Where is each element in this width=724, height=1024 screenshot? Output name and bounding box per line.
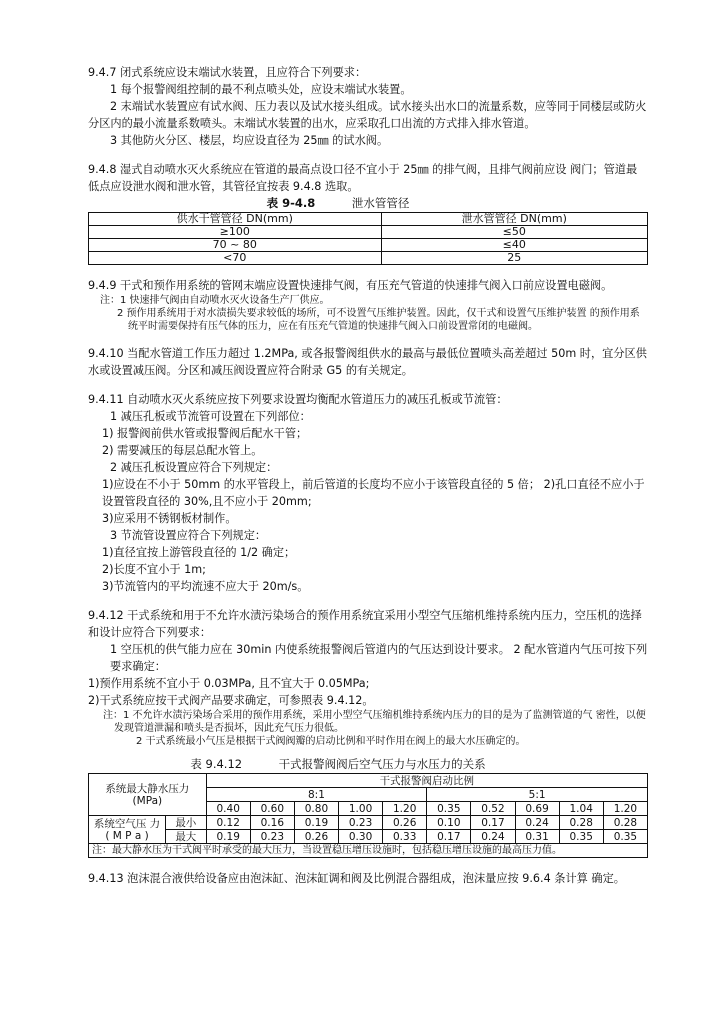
table-header-max-pressure: 系统最大静水压力 (MPa)	[89, 774, 207, 816]
table-header: 泄水管管径 DN(mm)	[381, 213, 647, 226]
table-cell: 0.19	[206, 830, 250, 844]
table-cell: 0.33	[383, 830, 427, 844]
section-9-4-11-line: 3 节流管设置应符合下列规定：	[110, 529, 267, 542]
table-cell: 0.23	[250, 830, 294, 844]
section-9-4-12-note-2: 2 干式系统最小气压是根据干式阀阀瓣的启动比例和平时作用在阀上的最大水压确定的。	[136, 736, 526, 747]
section-9-4-7-title: 9.4.7 闭式系统应设末端试水装置，且应符合下列要求：	[88, 66, 367, 79]
table-note: 注：最大静水压为干式阀平时承受的最大压力，当设置稳压增压设施时，包括稳压增压设施的最高压力值。	[89, 844, 648, 858]
table-cell: ≥100	[89, 226, 382, 239]
section-9-4-12-line-3: 2)干式系统应按干式阀产品要求确定，可参照表 9.4.12。	[88, 694, 374, 707]
table-cell: 0.17	[427, 830, 471, 844]
table-cell: 0.24	[471, 830, 515, 844]
table-cell: ≤40	[381, 239, 647, 252]
table-cell: 25	[381, 252, 647, 265]
document-page	[88, 64, 648, 887]
table-cell: 0.35	[603, 830, 647, 844]
section-9-4-7-item-2: 2 末端试水装置应有试水阀、压力表以及试水接头组成。试水接头出水口的流量系数，应等同于同楼层或防火分区内的最小流量系数喷头。末端试水装置的出水，应采取孔口出流的方式排入排水管道。	[88, 100, 647, 130]
table-cell: 1.00	[339, 802, 383, 816]
section-9-4-11-line: 2)长度不宜小于 1m;	[102, 563, 206, 576]
table-9-4-12-caption-title: 干式报警阀阀后空气压力与水压力的关系	[278, 757, 486, 771]
table-header-air-pressure: 系统空气压 力 ( M P a )	[89, 816, 166, 844]
section-9-4-7-item-3: 3 其他防火分区、楼层，均应设直径为 25㎜ 的试水阀。	[110, 134, 389, 147]
table-9-4-8-caption-title: 泄水管管径	[351, 196, 410, 210]
table-cell: 0.23	[339, 816, 383, 830]
table-header: 供水干管管径 DN(mm)	[89, 213, 382, 226]
table-cell: 70 ~ 80	[89, 239, 382, 252]
table-cell: 0.24	[515, 816, 559, 830]
section-9-4-13-text: 9.4.13 泡沫混合液供给设备应由泡沫缸、泡沫缸调和阀及比例混合器组成，泡沫量应按 9.6.4 条计算 确定。	[88, 872, 625, 885]
table-cell: <70	[89, 252, 382, 265]
table-cell: 0.26	[383, 816, 427, 830]
table-9-4-12-caption	[28, 756, 648, 773]
table-header-ratio-8-1: 8:1	[206, 788, 427, 802]
section-9-4-11-line: 1) 报警阀前供水管或报警阀后配水干管；	[102, 427, 308, 440]
section-9-4-11-line: 1 减压孔板或节流管可设置在下列部位：	[110, 410, 311, 423]
section-9-4-11-line: 2 减压孔板设置应符合下列规定：	[110, 461, 278, 474]
section-9-4-9-text: 9.4.9 干式和预作用系统的管网末端应设置快速排气阀，有压充气管道的快速排气阀入口前应设置电磁阀。	[88, 279, 613, 292]
table-cell: 0.52	[471, 802, 515, 816]
table-header-ratio: 干式报警阀启动比例	[206, 774, 647, 788]
table-cell: 0.28	[603, 816, 647, 830]
table-9-4-8	[88, 212, 648, 265]
table-header-min: 最小	[166, 816, 207, 830]
table-cell: 1.20	[603, 802, 647, 816]
table-cell: 0.28	[559, 816, 603, 830]
table-cell: 1.20	[383, 802, 427, 816]
section-9-4-9-note-2: 2 预作用系统用于对水渍损失要求较低的场所，可不设置气压维护装置。因此，仅干式和设置气压维护装置 的预作用系统平时需要保持有压气体的压力，应在有压充气管道的快速排气阀入口前设置常闭的电磁阀。	[117, 308, 640, 332]
section-9-4-11-title: 9.4.11 自动喷水灭火系统应按下列要求设置均衡配水管道压力的减压孔板或节流管：	[88, 393, 508, 406]
section-9-4-11-line: 2) 需要减压的每层总配水管上。	[102, 444, 263, 457]
section-9-4-11-line: 3)应采用不锈钢板材制作。	[102, 512, 237, 525]
table-cell: 0.60	[250, 802, 294, 816]
table-cell: 0.40	[206, 802, 250, 816]
section-9-4-7-item-1: 1 每个报警阀组控制的最不利点喷头处，应设末端试水装置。	[110, 83, 412, 96]
table-header-max: 最大	[166, 830, 207, 844]
table-cell: 0.26	[294, 830, 338, 844]
table-cell: 0.12	[206, 816, 250, 830]
table-cell: 0.69	[515, 802, 559, 816]
section-9-4-12-line-2: 1)预作用系统不宜小于 0.03MPa, 且不宜大于 0.05MPa;	[88, 677, 370, 690]
table-cell: 0.19	[294, 816, 338, 830]
table-cell: ≤50	[381, 226, 647, 239]
section-9-4-12-title: 9.4.12 干式系统和用于不允许水渍污染场合的预作用系统宜采用小型空气压缩机维持系统内压力，空压机的选择和设计应符合下列要求：	[88, 609, 642, 639]
table-cell: 0.80	[294, 802, 338, 816]
table-header-ratio-5-1: 5:1	[427, 788, 648, 802]
table-cell: 0.30	[339, 830, 383, 844]
table-cell: 0.16	[250, 816, 294, 830]
table-9-4-12-caption-number: 表 9.4.12	[190, 757, 243, 771]
section-9-4-11-line: 3)节流管内的平均流速不应大于 20m/s。	[102, 580, 309, 593]
section-9-4-11-line: 1)直径宜按上游管段直径的 1/2 确定；	[102, 546, 296, 559]
section-9-4-12-line-1: 1 空压机的供气能力应在 30min 内使系统报警阀后管道内的气压达到设计要求。 2 配水管道内气压可按下列要求确定：	[110, 643, 648, 673]
section-9-4-12-note-1: 注：1 不允许水渍污染场合采用的预作用系统，采用小型空气压缩机维持系统内压力的目的是为了监测管道的气 密性，以便发现管道泄漏和喷头是否损坏，因此充气压力很低。	[103, 710, 646, 734]
table-cell: 0.10	[427, 816, 471, 830]
table-9-4-8-caption	[28, 195, 648, 212]
table-cell: 0.17	[471, 816, 515, 830]
table-cell: 0.35	[427, 802, 471, 816]
table-cell: 0.35	[559, 830, 603, 844]
section-9-4-11-line: 1)应设在不小于 50mm 的水平管段上，前后管道的长度均不应小于该管段直径的 5 倍； 2)孔口直径不应小于设置管段直径的 30%,且不应小于 20mm;	[102, 478, 645, 508]
section-9-4-10-text: 9.4.10 当配水管道工作压力超过 1.2MPa, 或各报警阀组供水的最高与最低位置喷头高差超过 50m 时，宜分区供水或设置减压阀。分区和减压阀设置应符合附录 G5 的有关规定。	[88, 347, 647, 377]
table-9-4-8-caption-number: 表 9-4.8	[266, 196, 316, 210]
table-cell: 1.04	[559, 802, 603, 816]
table-9-4-12	[88, 773, 648, 858]
table-cell: 0.31	[515, 830, 559, 844]
section-9-4-8-text: 9.4.8 湿式自动喷水灭火系统应在管道的最高点设口径不宜小于 25㎜ 的排气阀，且排气阀前应设 阀门；管道最低点应设泄水阀和泄水管，其管径宜按表 9.4.8 选取。	[88, 163, 638, 193]
section-9-4-9-note-1: 注：1 快速排气阀由自动喷水灭火设备生产厂供应。	[100, 295, 330, 306]
